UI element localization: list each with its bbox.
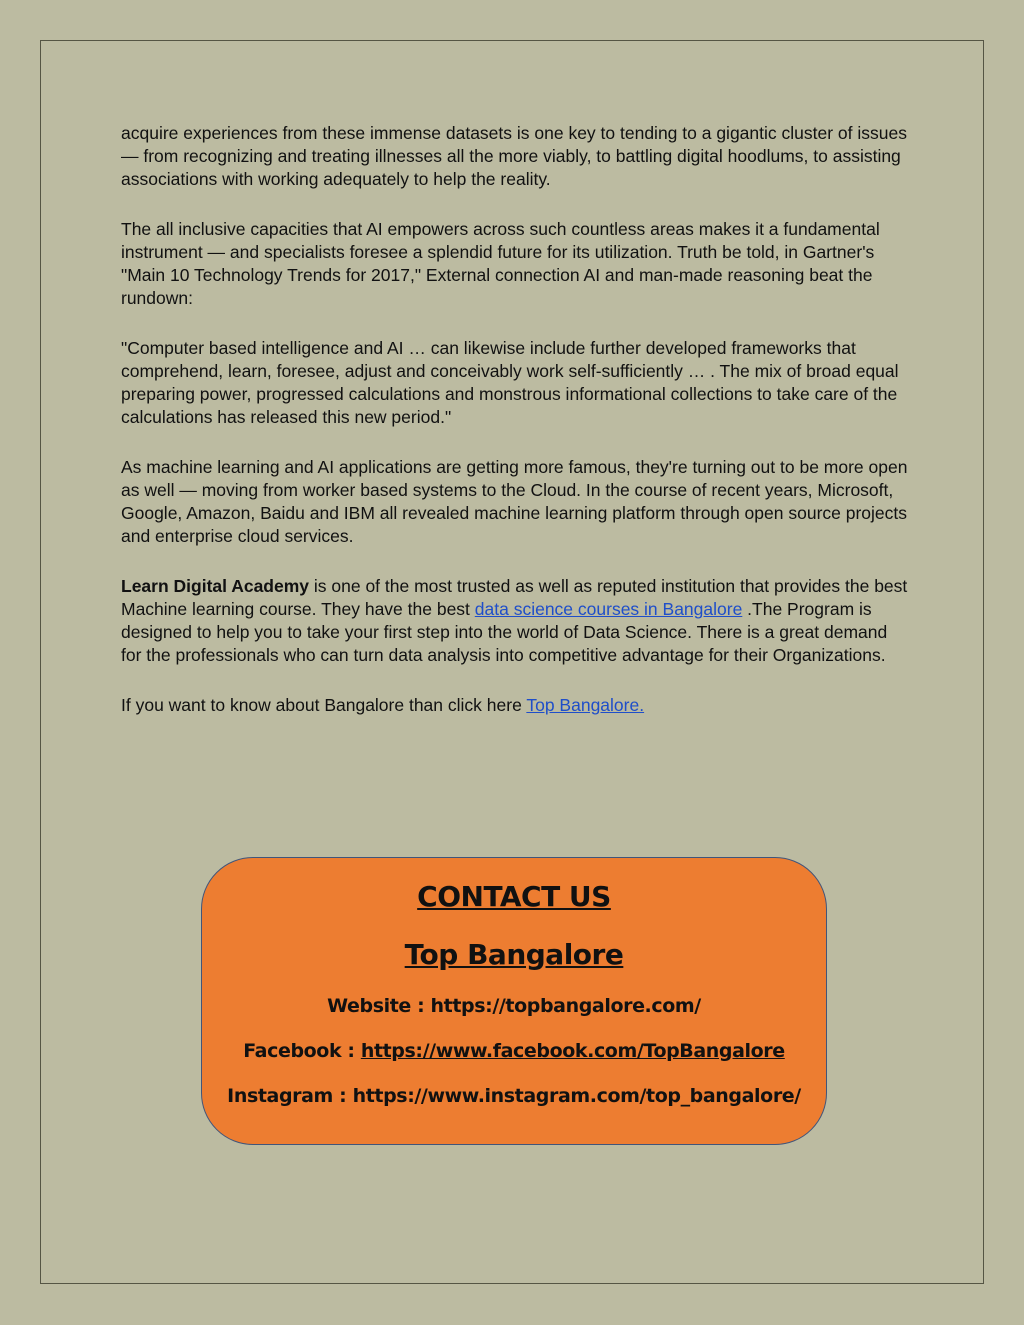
paragraph-ai-capacities: The all inclusive capacities that AI empowers across such countless areas makes it a fundamental instrument — and specialists foresee a splendid future for its utilization. Truth be told, in Gartner's "Main 10 Technology Trends for 2017," External connection AI and man-made reasoning beat the rundown: [121, 219, 880, 308]
facebook-url-link[interactable]: https://www.facebook.com/TopBangalore [360, 1040, 785, 1062]
contact-box [201, 857, 827, 1145]
contact-title: CONTACT US [417, 880, 611, 913]
contact-website [202, 995, 826, 1017]
academy-name: Learn Digital Academy [121, 576, 310, 596]
bangalore-text: If you want to know about Bangalore than click here [121, 695, 527, 715]
data-science-courses-link[interactable]: data science courses in Bangalore [474, 599, 743, 619]
paragraph-datasets: acquire experiences from these immense datasets is one key to tending to a gigantic cluster of issues — from recognizing and treating illnesses all the more viably, to battling digital hoodlums, to assisting associations with working adequately to help the reality. [121, 123, 907, 189]
paragraph-cloud: As machine learning and AI applications are getting more famous, they're turning out to be more open as well — moving from worker based systems to the Cloud. In the course of recent years, Microsoft, Google, Amazon, Baidu and IBM all revealed machine learning platform through open source projects and enterprise cloud services. [121, 457, 908, 546]
academy-text-after: .The Program is designed to help you to take your first step into the world of Data Science. There is a great demand for the professionals who can turn data analysis into competitive advantage for their Organizations. [121, 599, 888, 665]
website-label: Website : [327, 995, 431, 1017]
contact-facebook [202, 1040, 826, 1062]
paragraph-academy [121, 575, 911, 667]
top-bangalore-link[interactable]: Top Bangalore. [526, 695, 645, 715]
website-url[interactable]: https://topbangalore.com/ [430, 995, 701, 1017]
contact-company-name: Top Bangalore [404, 938, 624, 971]
instagram-label: Instagram : [227, 1085, 353, 1107]
document-body [121, 122, 911, 744]
contact-instagram [202, 1085, 826, 1107]
paragraph-quote: "Computer based intelligence and AI … can likewise include further developed frameworks that comprehend, learn, foresee, adjust and conceivably work self-sufficiently … . The mix of broad equal preparing power, progressed calculations and monstrous informational collections to take care of the calculations has released this new period." [121, 338, 899, 427]
instagram-url[interactable]: https://www.instagram.com/top_bangalore/ [352, 1085, 801, 1107]
facebook-label: Facebook : [243, 1040, 361, 1062]
academy-text-before: is one of the most trusted as well as reputed institution that provides the best Machine learning course. They have the best [121, 576, 908, 619]
paragraph-bangalore [121, 694, 911, 717]
